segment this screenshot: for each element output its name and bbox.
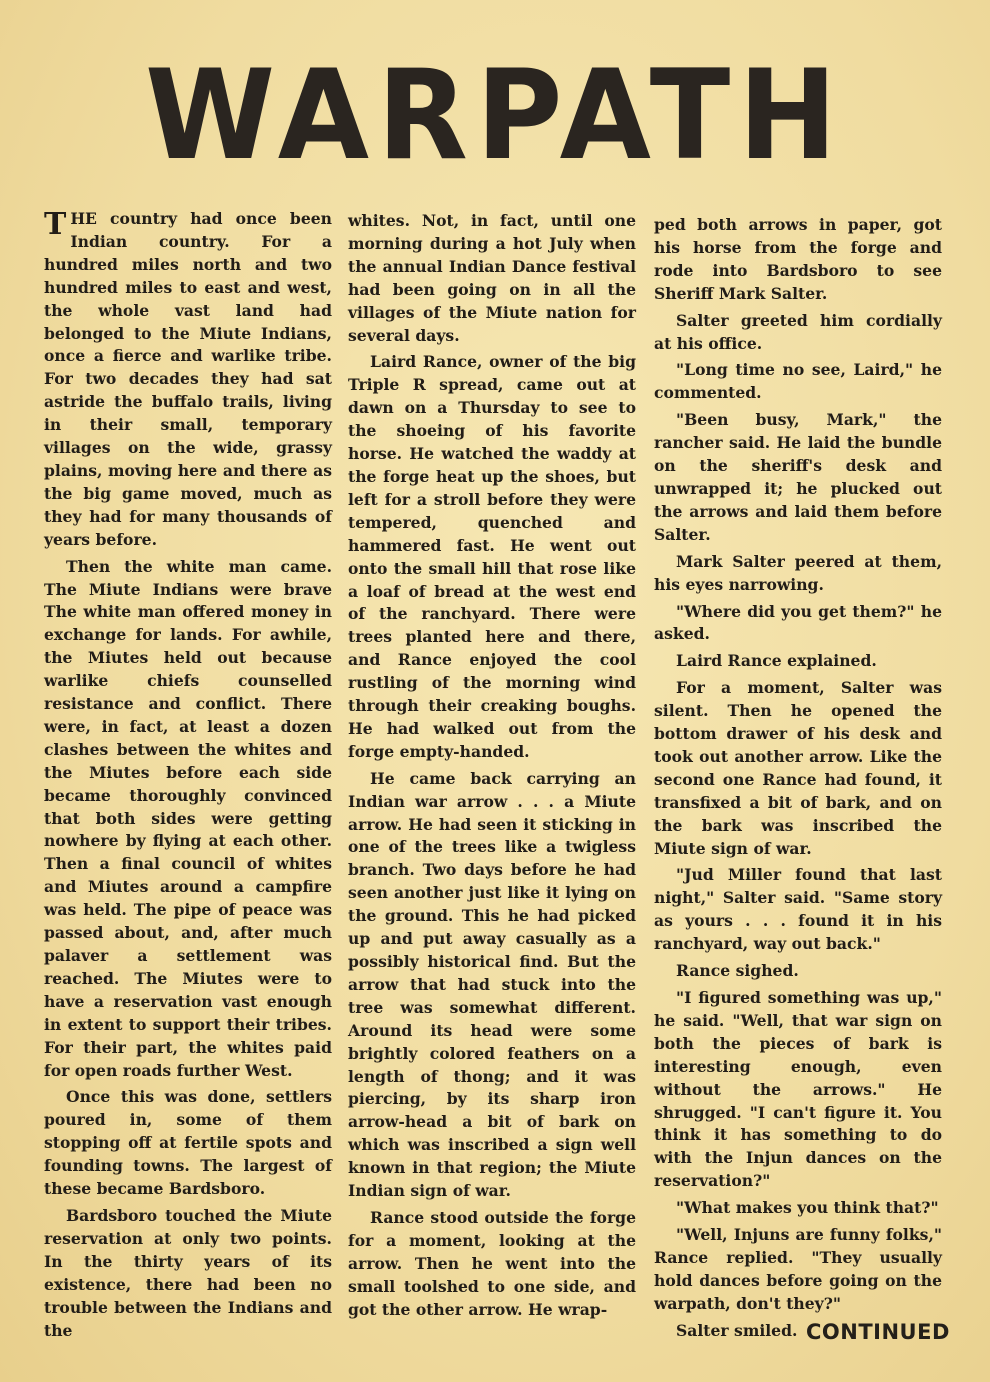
- paragraph: Mark Salter peered at them, his eyes narrowing.: [654, 551, 942, 594]
- text-column-1: [44, 208, 332, 1346]
- text-column-3: [654, 214, 942, 1347]
- paragraph: "Well, Injuns are funny folks," Rance replied. "They usually hold dances before going on the warpath, don't they?": [654, 1225, 942, 1313]
- paragraph: ped both arrows in paper, got his horse from the forge and rode into Bardsboro to see Sheriff Mark Salter.: [654, 215, 942, 303]
- paragraph: "Where did you get them?" he asked.: [654, 601, 942, 644]
- paragraph-text: HE country had once been Indian country. For a hundred miles north and two hundred miles to east and west, the whole vast land had belonged to the Miute Indians, once a fierce and warlike tribe. For two decades they had sat astride the buffalo trails, living in their small, temporary villages on the wide, grassy plains, moving here and there as the big game moved, much as they had for many thousands of years before.: [44, 209, 332, 549]
- paragraph: Salter greeted him cordially at his office.: [654, 310, 942, 353]
- paragraph: Laird Rance, owner of the big Triple R spread, came out at dawn on a Thursday to see to the shoeing of his favorite horse. He watched the waddy at the forge heat up the shoes, but left for a stroll before they were tempered, quenched and hammered fast. He went out onto the small hill that rose like a loaf of bread at the west end of the ranchyard. There were trees planted here and there, and Rance enjoyed the cool rustling of the morning wind through their creaking boughs. He had walked out from the forge empty-handed.: [348, 352, 636, 761]
- paragraph: "Been busy, Mark," the rancher said. He laid the bundle on the sheriff's desk and unwrapped it; he plucked out the arrows and laid them before Salter.: [654, 410, 942, 544]
- paragraph: "Jud Miller found that last night," Salter said. "Same story as yours . . . found it in his ranchyard, way out back.": [654, 865, 942, 954]
- text-column-2: [348, 210, 636, 1326]
- paragraph: He came back carrying an Indian war arrow . . . a Miute arrow. He had seen it sticking in one of the trees like a twigless branch. Two days before he had seen another just like it lying on the ground. This he had picked up and put away casually as a possibly historical find. But the arrow that had stuck into the tree was somewhat different. Around its head were some brightly colored feathers on a length of thong; and it was piercing, by its sharp iron arrow-head a bit of bark on which was inscribed a sign well known in that region; the Miute Indian sign of war.: [348, 768, 636, 1201]
- story-title: WARPATH: [144, 42, 846, 188]
- paragraph: Salter smiled.: [676, 1320, 798, 1340]
- paragraph: "Long time no see, Laird," he commented.: [654, 360, 942, 403]
- paragraph: [44, 208, 332, 552]
- paragraph: Rance sighed.: [676, 961, 799, 981]
- continued-label: CONTINUED: [806, 1320, 950, 1344]
- paragraph: For a moment, Salter was silent. Then he opened the bottom drawer of his desk and took out another arrow. Like the second one Rance had found, it transfixed a bit of bark, and on the bark was inscribed the Miute sign of war.: [654, 678, 942, 858]
- paragraph: "What makes you think that?": [676, 1198, 939, 1218]
- paragraph: Bardsboro touched the Miute reservation at only two points. In the thirty years of its existence, there had been no trouble between the Indians and the: [44, 1205, 332, 1340]
- paragraph: Once this was done, settlers poured in, some of them stopping off at fertile spots and founding towns. The largest of these became Bardsboro.: [44, 1087, 332, 1199]
- paragraph: Laird Rance explained.: [676, 651, 877, 671]
- paragraph: whites. Not, in fact, until one morning during a hot July when the annual Indian Dance festival had been going on in all the villages of the Miute nation for several days.: [348, 211, 636, 345]
- paragraph: Then the white man came. The Miute Indians were brave The white man offered money in exchange for lands. For awhile, the Miutes held out because warlike chiefs counselled resistance and conflict. There were, in fact, at least a dozen clashes between the whites and the Miutes before each side became thoroughly convinced that both sides were getting nowhere by flying at each other. Then a final council of whites and Miutes around a campfire was held. The pipe of peace was passed about, and, after much palaver a settlement was reached. The Miutes were to have a reservation vast enough in extent to support their tribes. For their part, the whites paid for open roads further West.: [44, 556, 332, 1080]
- paragraph: Rance stood outside the forge for a moment, looking at the arrow. Then he went into the small toolshed to one side, and got the other arrow. He wrap-: [348, 1207, 636, 1319]
- paragraph: "I figured something was up," he said. "Well, that war sign on both the pieces of bark is interesting enough, even without the arrows." He shrugged. "I can't figure it. You think it has something to do with the Injun dances on the reservation?": [654, 988, 942, 1191]
- drop-cap: T: [44, 207, 67, 242]
